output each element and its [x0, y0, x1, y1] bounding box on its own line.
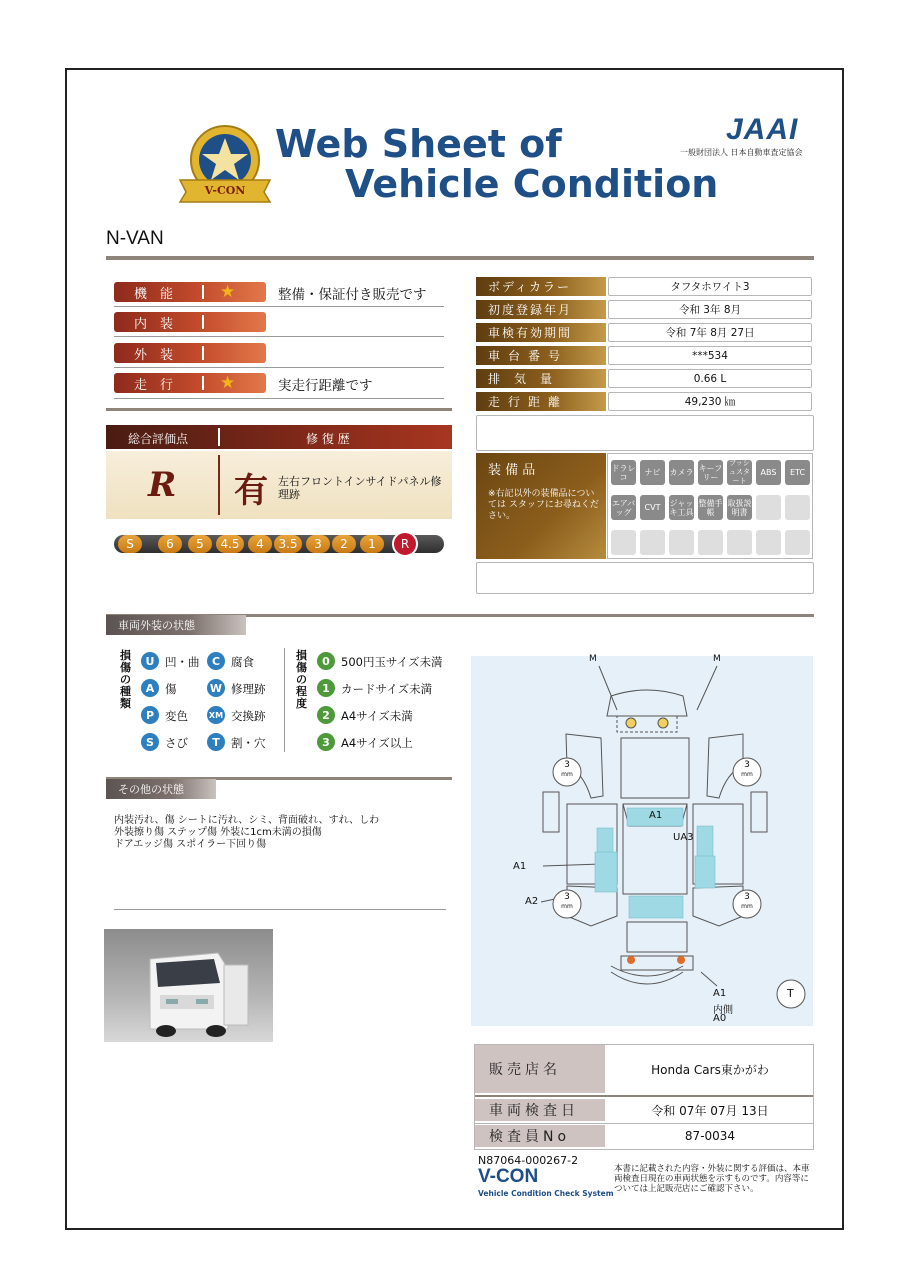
- damage-label: 割・穴: [231, 736, 266, 750]
- damage-code-t: T: [207, 733, 225, 751]
- rating-divider: [114, 306, 444, 307]
- damage-label: さび: [165, 736, 188, 750]
- equip-navi: ナビ: [640, 460, 665, 485]
- spec-value: 令和 7年 8月 27日: [608, 323, 812, 342]
- diagram-label-a0-bottom: A0: [713, 1013, 727, 1024]
- equip-jack: ジャッキ工具: [669, 495, 694, 520]
- star-icon: ★: [220, 282, 249, 302]
- rating-bar: [202, 285, 204, 299]
- scale-item: 3: [306, 535, 330, 553]
- damage-code-p: P: [141, 706, 159, 724]
- rating-text: 整備・保証付き販売です: [278, 287, 427, 303]
- equip-empty: [756, 495, 781, 520]
- spec-value: 49,230 ㎞: [608, 392, 812, 411]
- sheet-code: N87064-000267-2: [478, 1154, 579, 1167]
- scale-item: 3.5: [274, 535, 302, 553]
- damage-diagram: [471, 656, 813, 1026]
- vcon-badge-logo: [172, 122, 278, 208]
- other-divider: [114, 909, 446, 910]
- title-line1: Web Sheet of: [275, 122, 562, 166]
- equip-drarec: ドラレコ: [611, 460, 636, 485]
- evaluation-body: [106, 451, 452, 519]
- org-name: 一般財団法人 日本自動車査定協会: [680, 148, 803, 157]
- spec-value: 0.66 L: [608, 369, 812, 388]
- damage-label: 凹・曲: [165, 655, 200, 669]
- diagram-label-t-mark: T: [787, 987, 794, 1000]
- scale-item: 4.5: [216, 535, 244, 553]
- spec-blank-box: [476, 415, 814, 451]
- repair-value: 有: [234, 471, 268, 511]
- equip-empty: [698, 530, 723, 555]
- equip-etc: ETC: [785, 460, 810, 485]
- degree-code-2: 2: [317, 706, 335, 724]
- type-heading: 損傷の種類: [120, 649, 131, 710]
- evaluation-header: [106, 425, 452, 449]
- equip-empty: [669, 530, 694, 555]
- rating-label-text: 機能: [134, 286, 187, 302]
- spec-label: 車検有効期間: [476, 323, 606, 342]
- rating-text: 実走行距離です: [278, 378, 373, 394]
- rating-bar: [202, 376, 204, 390]
- vehicle-photo: [104, 929, 273, 1042]
- score-value: R: [148, 465, 177, 505]
- spec-value: ***534: [608, 346, 812, 365]
- rating-row-function: [114, 282, 444, 304]
- legend-separator: [284, 648, 285, 752]
- damage-label: 変色: [165, 709, 188, 723]
- exterior-section-header: 車両外装の状態: [106, 615, 246, 635]
- degree-code-0: 0: [317, 652, 335, 670]
- disclaimer: 本書に記載された内容・外装に関する評価は、本車両検査日現在の車両状態を示すものです。内容等については上記販売店にご確認下さい。: [614, 1164, 810, 1194]
- tire-depth-value: 3: [564, 760, 570, 770]
- other-note-line: ドアエッジ傷 スポイラー下回り傷: [114, 839, 267, 850]
- rating-divider: [114, 367, 444, 368]
- scale-item: 6: [158, 535, 182, 553]
- spec-table: [476, 277, 814, 415]
- repair-header: 修 復 歴: [306, 432, 350, 446]
- spec-row: [476, 346, 814, 365]
- inspector-label: 検査員No: [475, 1125, 605, 1147]
- equip-empty: [727, 530, 752, 555]
- divider-top: [106, 256, 814, 260]
- scale-selected-marker: R: [392, 531, 418, 557]
- spec-row: [476, 277, 814, 296]
- degree-label: 500円玉サイズ未満: [341, 655, 443, 669]
- other-section-header: その他の状態: [106, 779, 216, 799]
- tire-depth-fr: [739, 760, 755, 780]
- diagram-label-inner: 内側: [713, 1005, 733, 1016]
- damage-label: 交換跡: [231, 709, 266, 723]
- spec-label: 排気量: [476, 369, 606, 388]
- rating-label: [114, 343, 266, 363]
- tire-depth-unit: mm: [561, 903, 573, 910]
- damage-code-xm: XM: [207, 706, 225, 724]
- spec-row: [476, 369, 814, 388]
- equip-empty: [640, 530, 665, 555]
- other-notes: [114, 815, 379, 851]
- rating-label-text: 外装: [134, 347, 187, 363]
- equipment-label-panel: [476, 453, 606, 559]
- shop-divider: [475, 1123, 813, 1124]
- degree-label: A4サイズ未満: [341, 709, 413, 723]
- header-divider: [218, 428, 220, 446]
- diagram-label-a1-bottom: A1: [713, 988, 727, 999]
- tire-depth-unit: mm: [741, 771, 753, 778]
- score-header: 総合評価点: [128, 432, 189, 446]
- vcon-brand-logo: V-CON: [478, 1166, 539, 1187]
- diagram-label-m-left: M: [589, 654, 597, 664]
- repair-detail: 左右フロントインサイドパネル修理跡: [278, 475, 442, 501]
- diagram-label-m-right: M: [713, 654, 721, 664]
- equipment-grid: [607, 453, 813, 559]
- star-icon: ★: [220, 373, 249, 393]
- equip-airbag: エアバッグ: [611, 495, 636, 520]
- rating-label-text: 内装: [134, 316, 187, 332]
- equipment-note: ※右記以外の装備品については スタッフにお尋ねください。: [488, 489, 599, 521]
- body-divider: [218, 455, 220, 515]
- equip-empty: [756, 530, 781, 555]
- spec-label: 初度登録年月: [476, 300, 606, 319]
- damage-code-c: C: [207, 652, 225, 670]
- damage-label: 傷: [165, 682, 177, 696]
- rating-row-mileage: [114, 373, 444, 395]
- damage-code-w: W: [207, 679, 225, 697]
- scale-item: 1: [360, 535, 384, 553]
- equip-camera: カメラ: [669, 460, 694, 485]
- spec-value: タフタホワイト3: [608, 277, 812, 296]
- rating-row-interior: [114, 312, 444, 334]
- tire-depth-fl: [559, 760, 575, 780]
- equip-empty: [785, 530, 810, 555]
- diagram-label-a1-center: A1: [649, 810, 663, 821]
- rating-bar: [202, 315, 204, 329]
- spec-row: [476, 392, 814, 411]
- damage-code-s: S: [141, 733, 159, 751]
- degree-label: カードサイズ未満: [341, 682, 433, 696]
- date-label: 車両検査日: [475, 1099, 605, 1121]
- degree-label: A4サイズ以上: [341, 736, 413, 750]
- spec-label: ボディカラー: [476, 277, 606, 296]
- tire-depth-rr: [739, 892, 755, 912]
- equip-manual: 取扱説明書: [727, 495, 752, 520]
- shop-divider: [475, 1095, 813, 1097]
- shop-label: 販売店名: [475, 1045, 605, 1093]
- score-scale: [114, 533, 444, 555]
- rating-divider: [114, 398, 444, 399]
- divider-mid-left: [106, 408, 452, 411]
- damage-label: 腐食: [231, 655, 254, 669]
- spec-value: 令和 3年 8月: [608, 300, 812, 319]
- spec-label: 走行距離: [476, 392, 606, 411]
- shop-value: Honda Cars東かがわ: [651, 1062, 769, 1077]
- tire-depth-unit: mm: [741, 903, 753, 910]
- degree-code-3: 3: [317, 733, 335, 751]
- rating-label: [114, 373, 266, 393]
- inspector-value: 87-0034: [684, 1129, 736, 1143]
- tire-depth-unit: mm: [561, 771, 573, 778]
- equip-maintenance-book: 整備手帳: [698, 495, 723, 520]
- scale-item: S: [118, 535, 142, 553]
- tire-depth-value: 3: [744, 892, 750, 902]
- jaai-logo: JAAI: [726, 113, 799, 146]
- diagram-label-a1-left: A1: [513, 861, 527, 872]
- diagram-label-a2-left: A2: [525, 896, 539, 907]
- equipment-title: 装 備 品: [488, 463, 536, 478]
- scale-item: 2: [332, 535, 356, 553]
- degree-heading: 損傷の程度: [296, 649, 307, 710]
- rating-label: [114, 312, 266, 332]
- equip-abs: ABS: [756, 460, 781, 485]
- spec-row: [476, 300, 814, 319]
- rating-divider: [114, 336, 444, 337]
- rating-label: [114, 282, 266, 302]
- other-note-line: 内装汚れ、傷 シートに汚れ、シミ、背面破れ、すれ、しわ: [114, 815, 380, 826]
- equipment-blank-box: [476, 562, 814, 594]
- tire-depth-rl: [559, 892, 575, 912]
- equip-push-start: プッシュスタート: [729, 459, 750, 485]
- scale-item: 4: [248, 535, 272, 553]
- other-note-line: 外装擦り傷 ステップ傷 外装に1cm未満の損傷: [114, 827, 322, 838]
- equip-empty: [785, 495, 810, 520]
- damage-code-a: A: [141, 679, 159, 697]
- vehicle-model: N-VAN: [106, 228, 164, 249]
- rating-row-exterior: [114, 343, 444, 365]
- spec-row: [476, 323, 814, 342]
- scale-item: 5: [188, 535, 212, 553]
- tire-depth-value: 3: [564, 892, 570, 902]
- rating-label-text: 走行: [134, 377, 187, 393]
- spec-label: 車台番号: [476, 346, 606, 365]
- rating-bar: [202, 346, 204, 360]
- date-value: 令和 07年 07月 13日: [651, 1103, 769, 1118]
- title-line2: Vehicle Condition: [345, 162, 719, 206]
- damage-code-u: U: [141, 652, 159, 670]
- diagram-label-ua3: UA3: [673, 832, 694, 843]
- vcon-brand-sub: Vehicle Condition Check System: [478, 1189, 614, 1198]
- degree-code-1: 1: [317, 679, 335, 697]
- equip-cvt: CVT: [640, 495, 665, 520]
- badge-text: V-CON: [204, 184, 246, 197]
- damage-label: 修理跡: [231, 682, 266, 696]
- shop-table: [474, 1044, 814, 1150]
- tire-depth-value: 3: [744, 760, 750, 770]
- equip-empty: [611, 530, 636, 555]
- equip-keyfree: キーフリー: [698, 460, 723, 485]
